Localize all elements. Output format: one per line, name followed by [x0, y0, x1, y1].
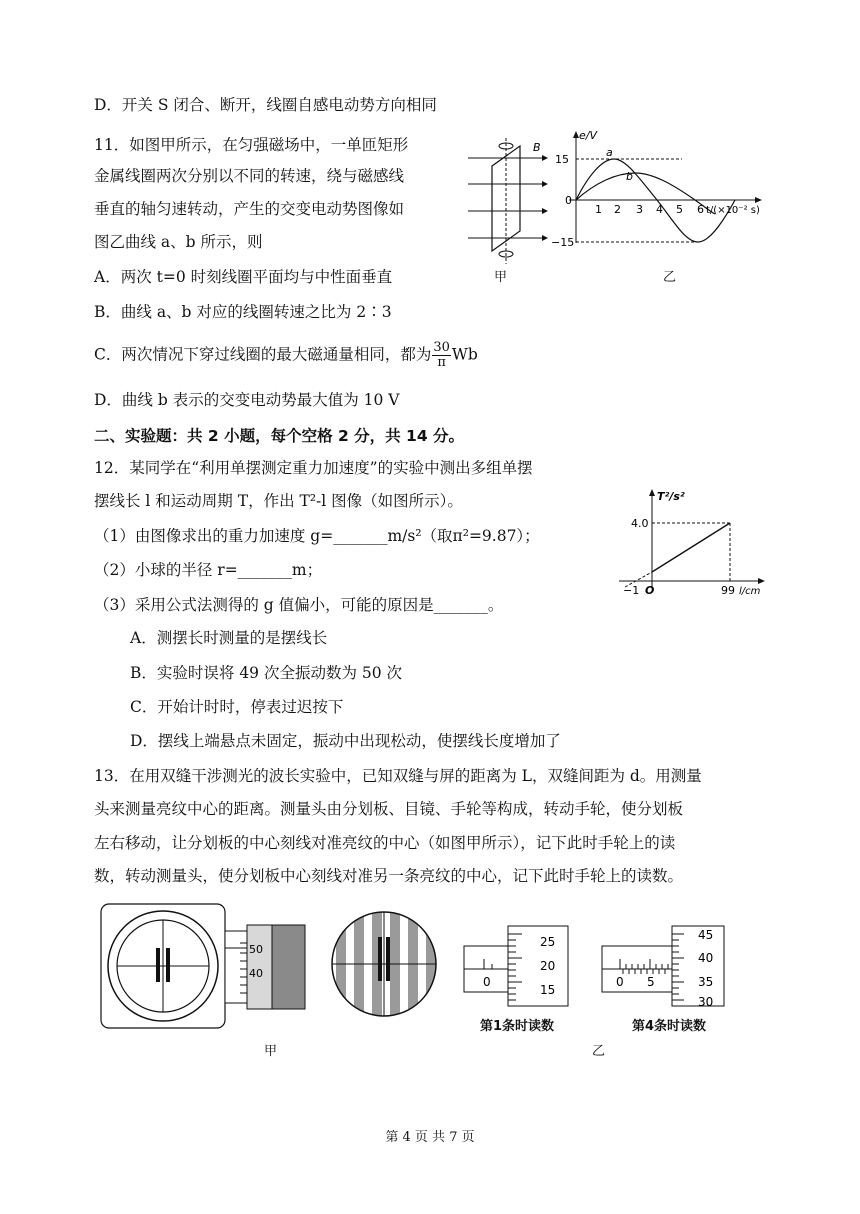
q11-option-d: D．曲线 b 表示的交变电动势最大值为 10 V: [94, 391, 400, 409]
x-tick-3: 3: [636, 203, 643, 216]
q11-option-b: B．曲线 a、b 对应的线圈转速之比为 2∶3: [94, 303, 392, 321]
tick-30: 30: [698, 995, 714, 1009]
q11-stem-line-2: 金属线圈两次分别以不同的转速，绕与磁感线: [94, 167, 405, 185]
section-2-heading: 二、实验题：共 2 小题，每个空格 2 分，共 14 分。: [94, 427, 465, 445]
curve-label-b: b: [626, 170, 633, 183]
q13-reading-4-micrometer: [600, 924, 730, 1009]
main-scale-5: 5: [647, 975, 655, 989]
q12-part-1: （1）由图像求出的重力加速度 g=_______m/s²（取π²=9.87）；: [94, 527, 540, 545]
drum-mark-50: 50: [249, 943, 263, 956]
x-tick-4: 4: [656, 203, 663, 216]
curve-label-a: a: [606, 146, 613, 159]
tick-40: 40: [698, 951, 714, 965]
tick-15: 15: [540, 983, 556, 997]
q11-stem-line-4: 图乙曲线 a、b 所示，则: [94, 233, 263, 251]
q13-reading-1-label: 第1条时读数: [480, 1019, 555, 1034]
q13-reading-1-micrometer: [462, 924, 574, 1009]
q11-option-c-denominator: π: [437, 355, 446, 370]
q11-option-c-numerator: 30: [433, 340, 450, 355]
x-tick-5: 5: [676, 203, 683, 216]
q11-option-c-unit: Wb: [451, 345, 478, 364]
q11-stem-line-3: 垂直的轴匀速转动，产生的交变电动势图像如: [94, 200, 405, 218]
y-tick-15: 15: [555, 153, 569, 166]
graph-y-label: T²/s²: [657, 490, 685, 503]
main-scale-0: 0: [483, 975, 491, 989]
q11-stem-line-1: 11．如图甲所示，在匀强磁场中，一单匝矩形: [94, 136, 409, 154]
q13-fringe-view: [330, 904, 440, 1026]
graph-x-neg: −1: [623, 584, 640, 597]
q11-figure-jia-caption: 甲: [494, 270, 508, 285]
q12-part-2: （2）小球的半径 r=_______m；: [94, 561, 323, 579]
page-footer: 第 4 页 共 7 页: [385, 1130, 475, 1145]
graph-x-label: t/(×10⁻² s): [706, 205, 760, 216]
x-tick-1: 1: [595, 203, 602, 216]
q13-line-4: 数，转动测量头，使分划板中心刻线对准另一条亮纹的中心，记下此时手轮上的读数。: [94, 867, 684, 885]
q13-figure-jia-eyepiece: [100, 903, 310, 1033]
q13-line-3: 左右移动，让分划板的中心刻线对准亮纹的中心（如图甲所示），记下此时手轮上的读: [94, 834, 676, 852]
q12-line-1: 12．某同学在“利用单摆测定重力加速度”的实验中测出多组单摆: [94, 459, 533, 477]
q12-option-b: B．实验时误将 49 次全振动数为 50 次: [130, 664, 403, 682]
drum-mark-40: 40: [249, 967, 263, 980]
tick-45: 45: [698, 928, 714, 942]
graph-x-label: l/cm: [739, 586, 761, 597]
q11-option-c-text: C．两次情况下穿过线圈的最大磁通量相同，都为: [94, 345, 432, 364]
q13-line-1: 13．在用双缝干涉测光的波长实验中，已知双缝与屏的距离为 L，双缝间距为 d。用测量: [94, 767, 702, 785]
q11-option-a: A．两次 t=0 时刻线圈平面均与中性面垂直: [94, 268, 393, 286]
graph-origin: O: [645, 584, 655, 597]
q11-figure-yi-caption: 乙: [663, 270, 677, 285]
graph-y-value: 4.0: [631, 517, 649, 530]
q12-part-3: （3）采用公式法测得的 g 值偏小，可能的原因是_______。: [94, 596, 504, 614]
q11-option-c-fraction: [432, 341, 451, 370]
y-tick-neg15: −15: [551, 236, 575, 249]
tick-20: 20: [540, 959, 556, 973]
main-scale-0: 0: [616, 975, 624, 989]
graph-y-label: e/V: [579, 129, 597, 142]
q13-figure-yi-caption: 乙: [592, 1044, 606, 1059]
q13-figure-jia-caption: 甲: [264, 1044, 278, 1059]
q12-option-c: C．开始计时时，停表过迟按下: [130, 698, 344, 716]
q12-option-a: A．测摆长时测量的是摆线长: [130, 629, 328, 647]
q12-option-d: D．摆线上端悬点未固定，振动中出现松动，使摆线长度增加了: [130, 732, 561, 750]
graph-x-value: 99: [721, 584, 735, 597]
q11-figure-jia-coil: [462, 136, 562, 271]
x-tick-2: 2: [614, 203, 621, 216]
y-tick-0: 0: [565, 194, 572, 207]
x-tick-6: 6: [697, 203, 704, 216]
field-label-b: B: [533, 141, 541, 154]
q13-reading-4-label: 第4条时读数: [632, 1019, 707, 1034]
q11-option-c: [94, 341, 478, 370]
tick-35: 35: [698, 975, 714, 989]
q12-line-2: 摆线长 l 和运动周期 T，作出 T²-l 图像（如图所示）。: [94, 492, 463, 510]
q11-figure-yi-graph: [551, 128, 780, 253]
tick-25: 25: [540, 935, 556, 949]
q12-graph-t2-l: [615, 487, 775, 602]
q13-line-2: 头来测量亮纹中心的距离。测量头由分划板、目镜、手轮等构成，转动手轮，使分划板: [94, 800, 684, 818]
q10-option-d: D．开关 S 闭合、断开，线圈自感电动势方向相同: [94, 96, 437, 114]
